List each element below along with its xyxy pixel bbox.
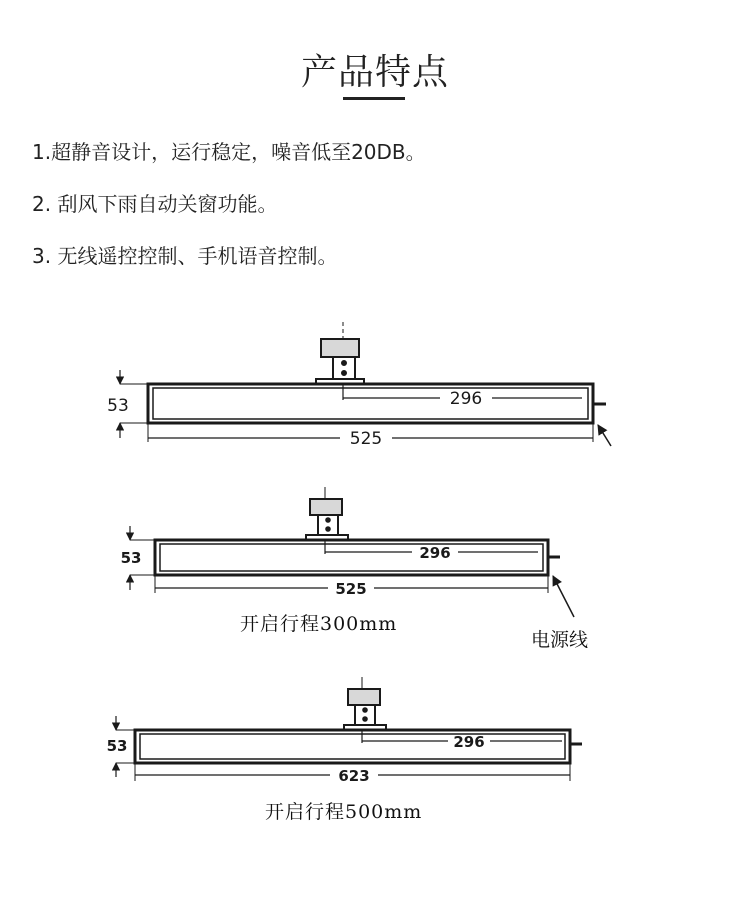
power-cable-label: 电源线 <box>531 629 589 651</box>
feature-2: 2. 刮风下雨自动关窗功能。 <box>32 192 278 216</box>
bracket-head <box>310 499 342 515</box>
bracket-bolt <box>342 371 347 376</box>
bracket-bolt <box>363 717 368 722</box>
feature-1: 1.超静音设计，运行稳定，噪音低至20DB。 <box>32 140 426 164</box>
height-label: 53 <box>107 396 129 416</box>
power-arrow <box>553 576 574 617</box>
body-outer <box>135 730 570 763</box>
bracket-bolt <box>326 527 331 532</box>
diagram-3-caption: 开启行程500mm <box>265 801 423 823</box>
inner-label: 296 <box>419 544 451 562</box>
bracket-bolt <box>326 518 331 523</box>
diagram-3 <box>107 677 582 785</box>
feature-3: 3. 无线遥控控制、手机语音控制。 <box>32 244 338 268</box>
body-outer <box>148 384 593 423</box>
length-label: 525 <box>335 580 367 598</box>
bracket-head <box>348 689 380 705</box>
power-arrow <box>598 425 611 446</box>
page-title: 产品特点 <box>300 52 449 93</box>
inner-label: 296 <box>449 389 483 409</box>
bracket-bolt <box>363 708 368 713</box>
height-label: 53 <box>106 737 128 755</box>
diagram-2 <box>121 487 574 617</box>
diagram-2-caption: 开启行程300mm <box>240 613 398 635</box>
body-outer <box>155 540 548 575</box>
height-label: 53 <box>120 549 142 567</box>
body-inner <box>153 388 588 419</box>
bracket-bolt <box>342 361 347 366</box>
body-inner <box>160 544 543 571</box>
bracket-head <box>321 339 359 357</box>
inner-label: 296 <box>453 733 485 751</box>
body-inner <box>140 734 565 759</box>
length-label: 623 <box>338 767 370 785</box>
length-label: 525 <box>349 429 383 449</box>
diagram-1 <box>107 322 611 449</box>
